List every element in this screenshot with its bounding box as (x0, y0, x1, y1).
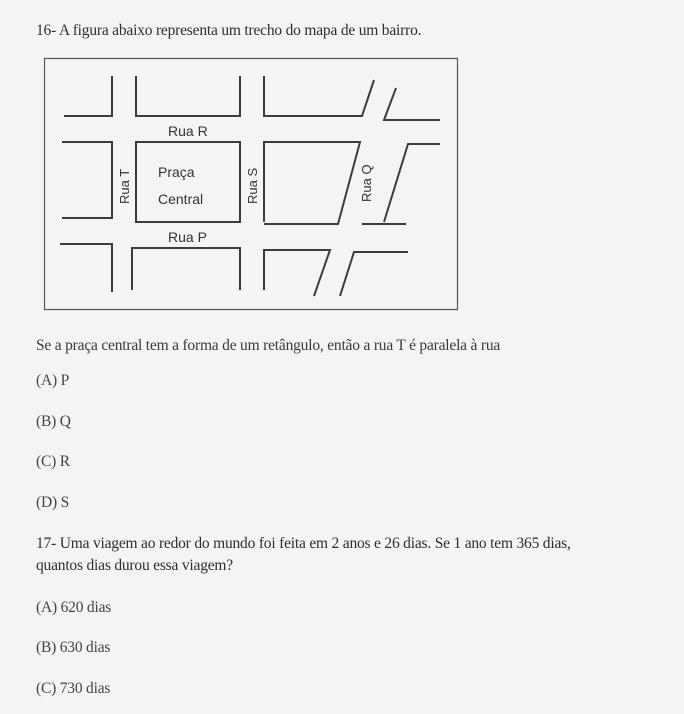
block-top-3 (264, 76, 374, 116)
rua-s-label: Rua S (245, 167, 260, 204)
q17-option-a: (A) 620 dias (36, 599, 112, 616)
praca-label-line2: Central (158, 191, 204, 207)
block-top-2 (136, 76, 240, 116)
q17-option-c: (C) 730 dias (36, 680, 111, 697)
rua-t-label: Rua T (117, 168, 132, 204)
block-bottom-2 (132, 248, 240, 290)
q16-option-d: (D) S (36, 494, 70, 511)
block-bottom-3 (264, 250, 330, 296)
q16-option-c: (C) R (36, 453, 70, 470)
q16-option-b: (B) Q (36, 413, 71, 430)
praca-central-block (136, 142, 240, 222)
rua-r-label: Rua R (168, 123, 208, 139)
question-17-line1: 17- Uma viagem ao redor do mundo foi feita em 2 anos e 26 dias. Se 1 ano tem 365 dias, (36, 535, 571, 552)
q17-option-b: (B) 630 dias (36, 639, 111, 656)
block-mid-4 (384, 144, 440, 222)
block-top-4 (384, 88, 440, 120)
praca-label-line1: Praça (158, 164, 195, 180)
question-16-title: 16- A figura abaixo representa um trecho do mapa de um bairro. (36, 22, 422, 39)
block-top-1 (64, 76, 112, 116)
neighborhood-map (44, 58, 458, 310)
block-mid-1 (62, 142, 112, 218)
block-bottom-4 (340, 252, 408, 296)
block-bottom-1 (60, 244, 112, 292)
block-mid-3 (264, 142, 360, 224)
rua-p-label: Rua P (168, 229, 207, 245)
question-17-line2: quantos dias durou essa viagem? (36, 557, 233, 574)
rua-q-label: Rua Q (359, 164, 374, 202)
q16-option-a: (A) P (36, 372, 70, 389)
question-16-prompt: Se a praça central tem a forma de um retângulo, então a rua T é paralela à rua (36, 337, 501, 354)
